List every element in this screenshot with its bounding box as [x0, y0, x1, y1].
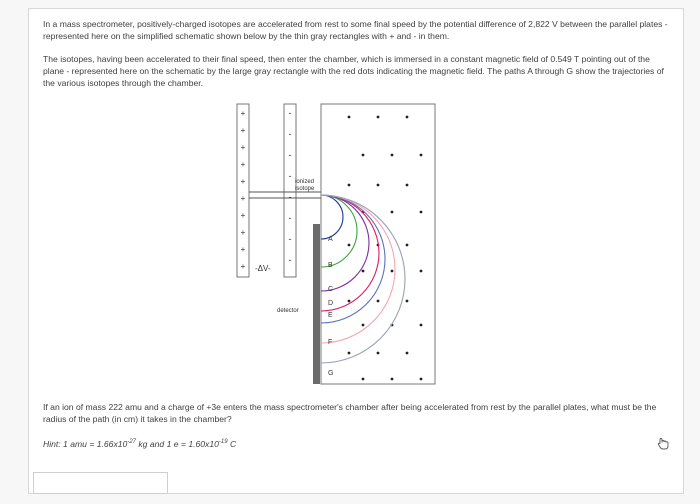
field-dot: [362, 324, 365, 327]
question-prompt: If an ion of mass 222 amu and a charge of +3e enters the mass spectrometer's chamber after being accelerated from rest by the parallel plates, what must be the radius of the path (in cm) it takes in the chamber?: [43, 402, 657, 424]
minus-sign: -: [288, 129, 292, 139]
field-dot: [391, 211, 394, 214]
path-label-g: G: [328, 370, 334, 377]
field-dot: [406, 116, 409, 119]
plus-sign: +: [240, 262, 246, 271]
field-dot: [406, 352, 409, 355]
plus-sign: +: [240, 126, 246, 135]
field-dot: [420, 211, 423, 214]
field-dot: [406, 244, 409, 247]
field-dot: [348, 300, 351, 303]
field-dot: [377, 300, 380, 303]
path-label-d: D: [328, 300, 334, 307]
question-paragraph-1: In a mass spectrometer, positively-charged isotopes are accelerated from rest to some final speed by the potential difference of 2,822 V between the parallel plates - represented here on the simplified schematic shown below by the thin gray rectangles with + and - in them.: [43, 19, 668, 41]
minus-sign: -: [288, 150, 292, 160]
field-dot: [348, 244, 351, 247]
ionized-label-line1: ionized: [295, 179, 315, 185]
path-label-f: F: [328, 339, 333, 346]
plus-sign: +: [240, 228, 246, 237]
plus-sign: +: [240, 109, 246, 118]
question-card: [28, 8, 684, 494]
hint-text: [43, 436, 669, 450]
field-dot: [391, 378, 394, 381]
path-label-e: E: [328, 312, 333, 319]
minus-sign: -: [288, 213, 292, 223]
detector-label: detector: [277, 308, 299, 314]
field-dot: [420, 378, 423, 381]
minus-sign: -: [288, 234, 292, 244]
field-dot: [420, 154, 423, 157]
plus-sign: +: [240, 245, 246, 254]
field-dot: [362, 154, 365, 157]
field-dot: [391, 154, 394, 157]
mass-spectrometer-diagram: [29, 9, 683, 399]
field-dot: [377, 116, 380, 119]
hint-exponent-1: -27: [127, 439, 136, 445]
path-label-b: B: [328, 262, 333, 269]
hint-exponent-2: -19: [218, 439, 228, 445]
field-dot: [362, 270, 365, 273]
hint-suffix: C: [227, 438, 237, 449]
field-dot: [420, 324, 423, 327]
plus-sign: +: [240, 177, 246, 186]
field-dot: [420, 270, 423, 273]
plus-sign: +: [240, 160, 246, 169]
plus-sign: +: [240, 143, 246, 152]
path-label-a: A: [328, 236, 333, 243]
hint-middle: kg and 1 e = 1.60x10: [136, 438, 219, 449]
plus-sign: +: [240, 194, 246, 203]
field-dot: [406, 300, 409, 303]
minus-sign: -: [288, 171, 292, 181]
question-paragraph-2: The isotopes, having been accelerated to their final speed, then enter the chamber, which is immersed in a constant magnetic field of 0.549 T pointing out of the plane - represented here on the schematic by the large gray rectangle with the red dots indicating the magnetic field. The paths A through G show the trajectories of the various isotopes through the chamber.: [43, 54, 664, 88]
field-dot: [391, 270, 394, 273]
ionized-label-line2: isotope: [295, 186, 315, 192]
field-dot: [348, 352, 351, 355]
minus-sign: -: [288, 108, 292, 118]
field-dot: [377, 352, 380, 355]
answer-input[interactable]: [33, 472, 168, 494]
pointing-hand-icon[interactable]: [656, 435, 672, 451]
delta-v-label: -ΔV-: [255, 264, 271, 273]
path-label-c: C: [328, 286, 334, 293]
field-dot: [362, 378, 365, 381]
detector-bar: [313, 224, 320, 384]
minus-sign: -: [288, 192, 292, 202]
field-dot: [406, 184, 409, 187]
field-dot: [377, 184, 380, 187]
hint-prefix: Hint: 1 amu = 1.66x10: [43, 438, 128, 449]
plus-sign: +: [240, 211, 246, 220]
field-dot: [348, 116, 351, 119]
field-dot: [348, 184, 351, 187]
minus-sign: -: [288, 255, 292, 265]
